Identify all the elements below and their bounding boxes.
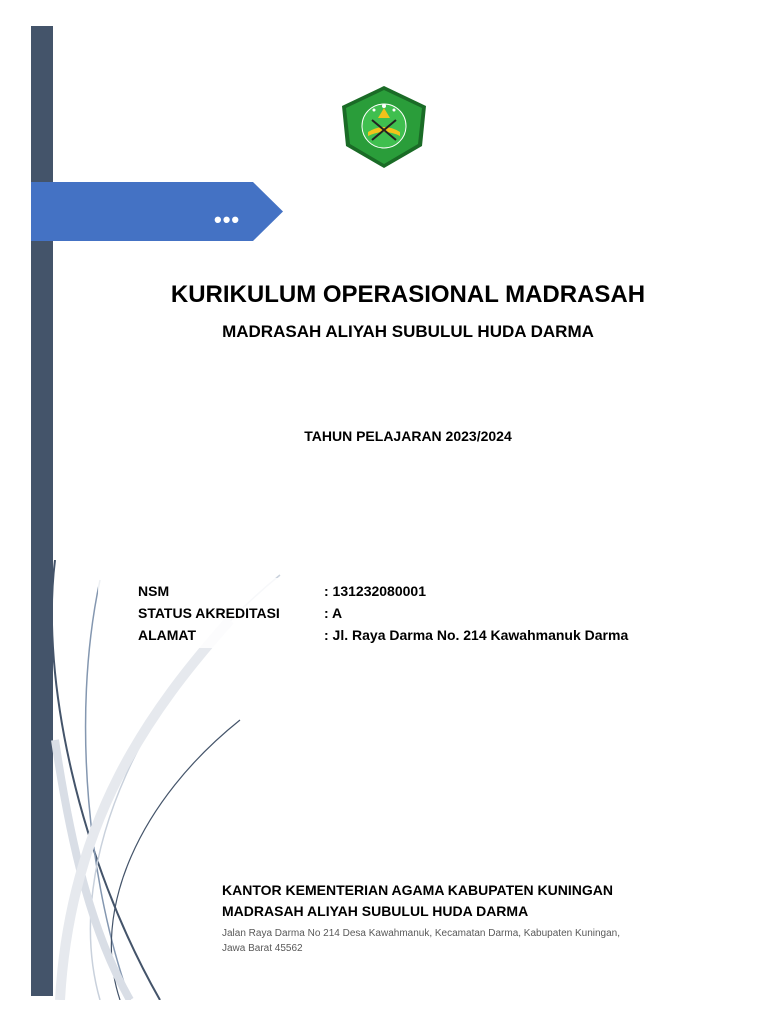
academic-year: TAHUN PELAJARAN 2023/2024: [304, 428, 512, 444]
info-row-nsm: [138, 580, 628, 602]
info-label: ALAMAT: [138, 627, 197, 643]
document-title: KURIKULUM OPERASIONAL MADRASAH: [170, 281, 646, 308]
school-info-table: [138, 580, 628, 646]
document-subtitle: MADRASAH ALIYAH SUBULUL HUDA DARMA: [222, 322, 594, 341]
madrasah-logo-icon: [338, 84, 430, 170]
info-row-accreditation: [138, 602, 628, 624]
info-value: : A: [324, 605, 343, 621]
title-ribbon: [31, 182, 283, 241]
ribbon-arrow-shape: [31, 182, 283, 241]
info-row-address: [138, 624, 628, 646]
info-label: NSM: [138, 583, 170, 599]
footer-school-name: MADRASAH ALIYAH SUBULUL HUDA DARMA: [222, 903, 529, 919]
footer-office-name: KANTOR KEMENTERIAN AGAMA KABUPATEN KUNINGAN: [222, 882, 613, 898]
info-value: : 131232080001: [324, 583, 426, 599]
footer-address: Jalan Raya Darma No 214 Desa Kawahmanuk, Kecamatan Darma, Kabupaten Kuningan, Jawa Barat 45562: [222, 928, 621, 954]
info-value: : Jl. Raya Darma No. 214 Kawahmanuk Darma: [324, 627, 629, 643]
ribbon-dots: •••: [214, 207, 241, 232]
footer-block: [222, 880, 662, 956]
info-label: STATUS AKREDITASI: [138, 605, 280, 621]
